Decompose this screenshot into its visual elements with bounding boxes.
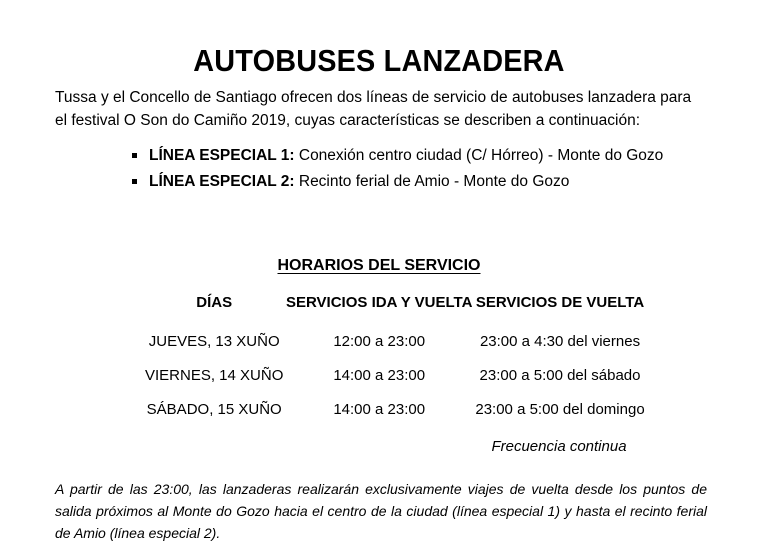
column-header-servicios-ida-y-vuelta: SERVICIOS IDA Y VUELTA <box>285 294 473 311</box>
cell-ida-y-vuelta: 14:00 a 23:00 <box>333 367 426 384</box>
square-bullet-icon <box>132 179 137 184</box>
table-row <box>145 393 645 427</box>
schedule-table <box>145 294 645 427</box>
column-header-dias: DÍAS <box>196 294 233 311</box>
cell-dia: VIERNES, 14 XUÑO <box>145 367 284 384</box>
cell-ida-y-vuelta: 14:00 a 23:00 <box>333 401 426 418</box>
cell-ida-y-vuelta: 12:00 a 23:00 <box>333 333 426 350</box>
cell-dia: SÁBADO, 15 XUÑO <box>146 401 282 418</box>
list-item <box>132 169 732 195</box>
column-header-servicios-de-vuelta: SERVICIOS DE VUELTA <box>475 294 645 311</box>
table-header-row <box>145 294 645 325</box>
table-row <box>145 359 645 393</box>
intro-paragraph: Tussa y el Concello de Santiago ofrecen dos líneas de servicio de autobuses lanzadera para el festival O Son do Camiño 2019, cuyas características se describen a continuación: <box>55 88 692 129</box>
frequency-note: Frecuencia continua <box>491 438 627 455</box>
cell-dia: JUEVES, 13 XUÑO <box>148 333 280 350</box>
line-label: LÍNEA ESPECIAL 1: <box>149 147 295 164</box>
page-title: AUTOBUSES LANZADERA <box>193 42 565 78</box>
table-row <box>145 325 645 359</box>
square-bullet-icon <box>132 153 137 158</box>
line-description: Conexión centro ciudad (C/ Hórreo) - Monte do Gozo <box>294 147 664 164</box>
footnote-paragraph: A partir de las 23:00, las lanzaderas realizarán exclusivamente viajes de vuelta desde los puntos de salida próximos al Monte do Gozo hacia el centro de la ciudad (línea especial 1) y hasta el recinto ferial de Amio (línea especial 2). <box>55 481 707 541</box>
cell-vuelta: 23:00 a 5:00 del sábado <box>479 367 641 384</box>
list-item <box>132 143 732 169</box>
schedule-heading: HORARIOS DEL SERVICIO <box>277 257 481 275</box>
service-lines-list <box>132 143 732 195</box>
cell-vuelta: 23:00 a 5:00 del domingo <box>475 401 645 418</box>
line-description: Recinto ferial de Amio - Monte do Gozo <box>294 173 570 190</box>
cell-vuelta: 23:00 a 4:30 del viernes <box>479 333 641 350</box>
line-label: LÍNEA ESPECIAL 2: <box>149 173 295 190</box>
